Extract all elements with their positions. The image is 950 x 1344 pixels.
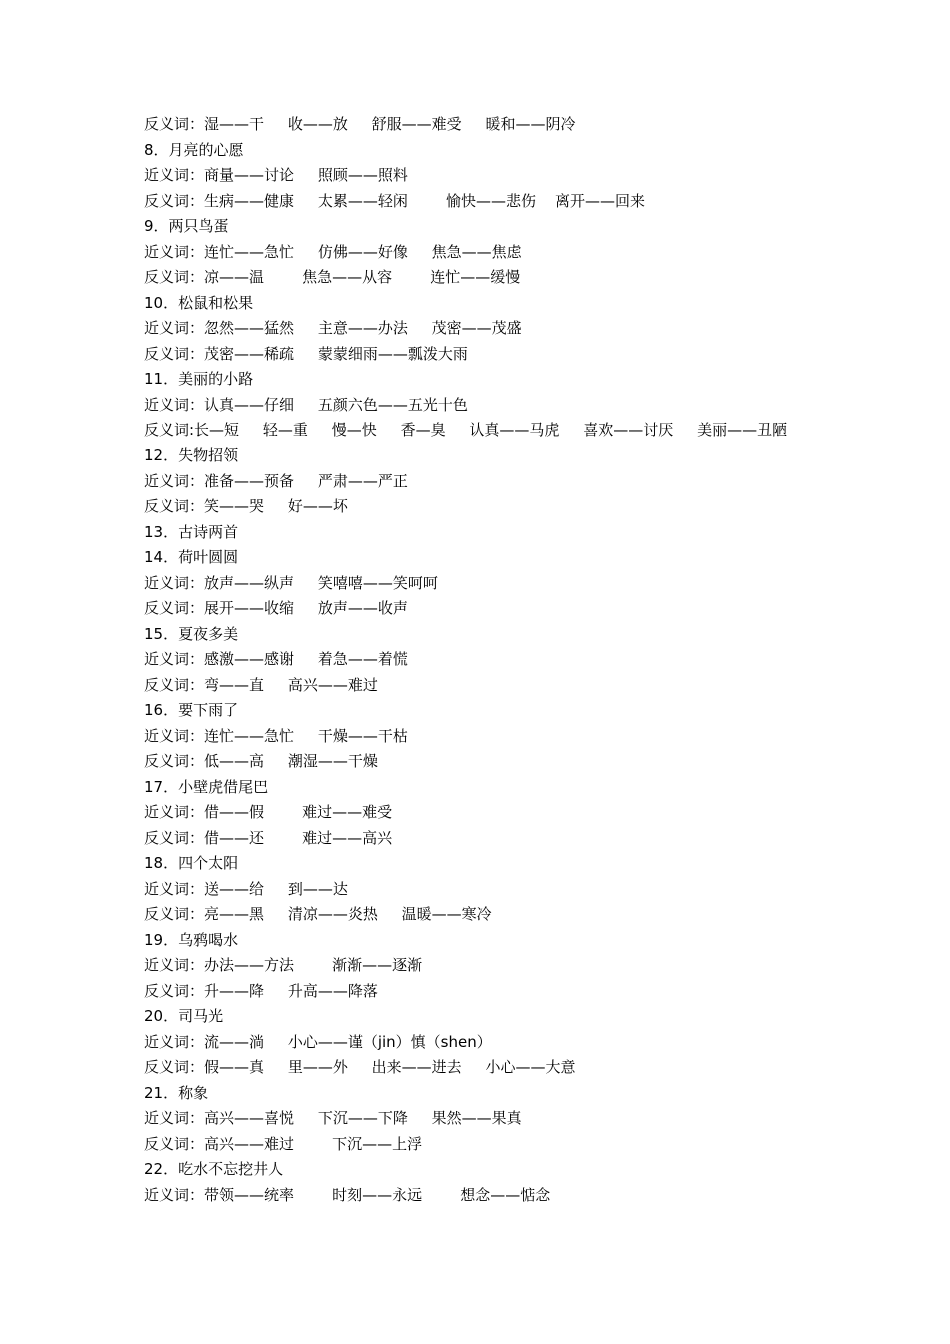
text-line: 反义词：假——真 里——外 出来——进去 小心——大意 <box>144 1058 576 1076</box>
text-line: 近义词：放声——纵声 笑嘻嘻——笑呵呵 <box>144 573 438 592</box>
lesson-heading: 13．古诗两首 <box>144 522 239 541</box>
lesson-heading: 17．小壁虎借尾巴 <box>144 777 269 796</box>
text-line: 近义词：借——假 难过——难受 <box>144 803 393 821</box>
lesson-heading: 22．吃水不忘挖井人 <box>144 1160 284 1178</box>
text-line: 近义词：带领——统率 时刻——永远 想念——惦念 <box>144 1185 551 1204</box>
text-line: 反义词：亮——黑 清凉——炎热 温暖——寒冷 <box>144 905 492 923</box>
text-line: 反义词：凉——温 焦急——从容 连忙——缓慢 <box>144 268 521 286</box>
lesson-heading: 15．夏夜多美 <box>144 624 239 643</box>
text-line: 反义词：弯——直 高兴——难过 <box>144 675 378 694</box>
text-line: 近义词：准备——预备 严肃——严正 <box>144 471 408 490</box>
document-body <box>144 112 824 1208</box>
text-line: 反义词:长—短 轻—重 慢—快 香—臭 认真——马虎 喜欢——讨厌 美丽——丑陋 <box>144 421 788 439</box>
text-line: 反义词：升——降 升高——降落 <box>144 981 378 1000</box>
text-line: 反义词：借——还 难过——高兴 <box>144 828 393 847</box>
text-line: 近义词：连忙——急忙 干燥——干枯 <box>144 726 408 745</box>
lesson-heading: 14．荷叶圆圆 <box>144 548 239 566</box>
lesson-heading: 10．松鼠和松果 <box>144 293 254 312</box>
lesson-heading: 20．司马光 <box>144 1007 224 1025</box>
text-line: 反义词：生病——健康 太累——轻闲 愉快——悲伤 离开——回来 <box>144 191 646 210</box>
lesson-heading: 11．美丽的小路 <box>144 370 254 388</box>
lesson-heading: 18．四个太阳 <box>144 854 239 872</box>
text-line: 近义词：忽然——猛然 主意——办法 茂密——茂盛 <box>144 319 522 337</box>
text-line: 反义词：高兴——难过 下沉——上浮 <box>144 1134 423 1153</box>
lesson-heading: 9．两只鸟蛋 <box>144 217 229 235</box>
lesson-heading: 8．月亮的心愿 <box>144 140 244 159</box>
text-line: 近义词：办法——方法 渐渐——逐渐 <box>144 956 423 974</box>
text-line: 反义词：低——高 潮湿——干燥 <box>144 752 378 770</box>
text-line: 近义词：流——淌 小心——谨（jin）慎（shen） <box>144 1032 492 1051</box>
text-line: 近义词：感激——感谢 着急——着慌 <box>144 650 408 668</box>
text-line: 近义词：连忙——急忙 仿佛——好像 焦急——焦虑 <box>144 242 522 261</box>
text-line: 反义词：茂密——稀疏 蒙蒙细雨——瓢泼大雨 <box>144 344 468 363</box>
text-line: 近义词：认真——仔细 五颜六色——五光十色 <box>144 395 468 414</box>
lesson-heading: 12．失物招领 <box>144 446 239 464</box>
lesson-heading: 19．乌鸦喝水 <box>144 930 239 949</box>
lesson-heading: 16．要下雨了 <box>144 701 239 719</box>
text-line: 反义词：湿——干 收——放 舒服——难受 暖和——阴冷 <box>144 115 576 133</box>
text-line: 反义词：笑——哭 好——坏 <box>144 497 348 515</box>
text-line: 反义词：展开——收缩 放声——收声 <box>144 599 408 617</box>
text-line: 近义词：高兴——喜悦 下沉——下降 果然——果真 <box>144 1109 522 1127</box>
text-line: 近义词：商量——讨论 照顾——照料 <box>144 166 408 184</box>
lesson-heading: 21．称象 <box>144 1083 209 1102</box>
text-line: 近义词：送——给 到——达 <box>144 879 348 898</box>
